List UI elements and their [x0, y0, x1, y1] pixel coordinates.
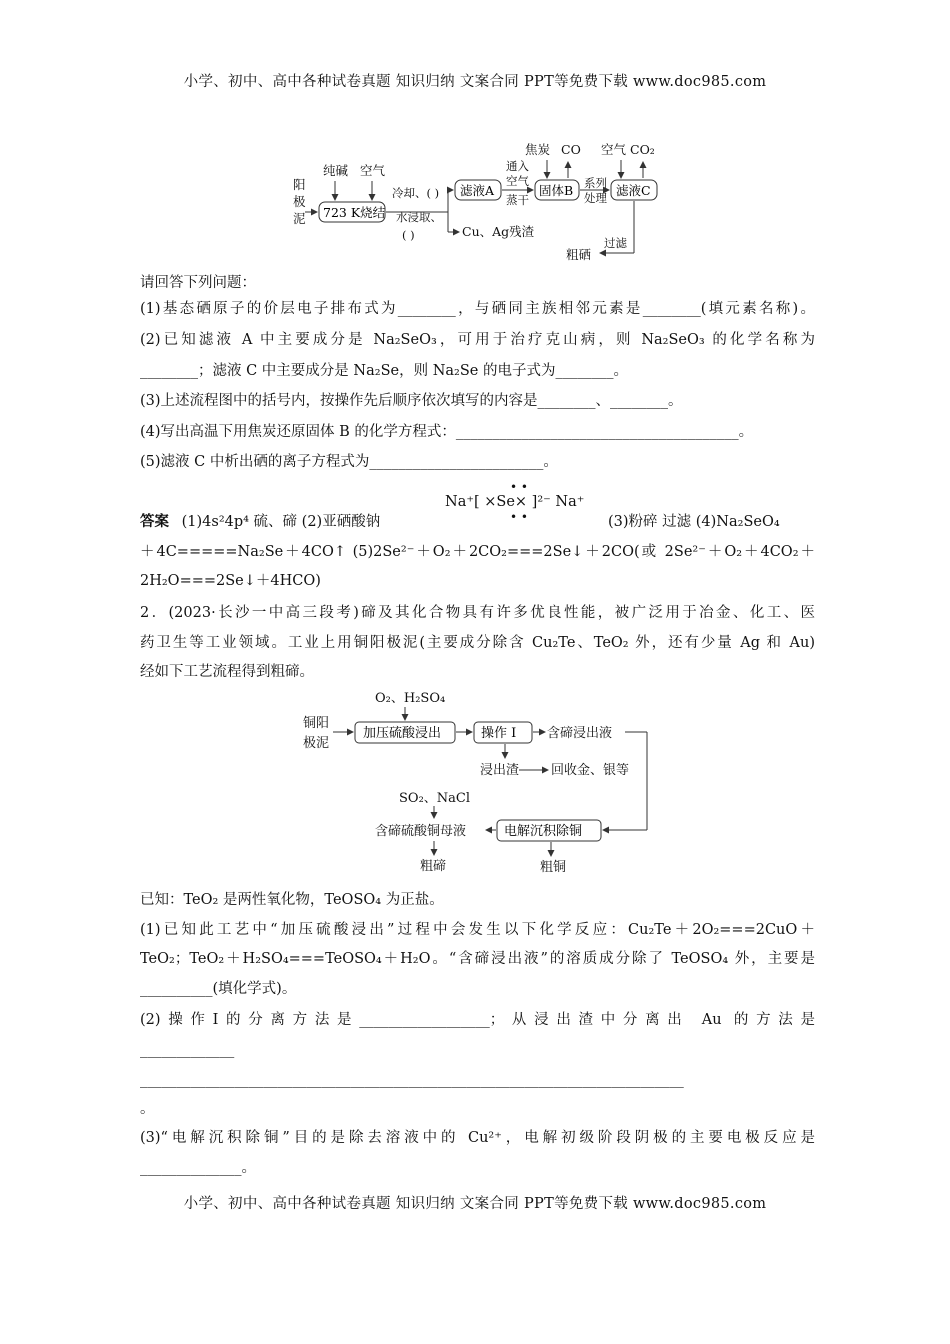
- q1-part3: (3)上述流程图中的括号内，按操作先后顺序依次填写的内容是________、________。: [140, 393, 683, 409]
- flow1-step3a: 系列: [584, 176, 607, 190]
- flow2-reagent1: O₂、H₂SO₄: [375, 691, 446, 706]
- flow1-step2b: 空气: [506, 174, 529, 188]
- flow1-filtrate-a: 滤液A: [460, 183, 495, 198]
- electron-dots-bottom: • •: [510, 510, 528, 524]
- flow2-reagent2: SO₂、NaCl: [399, 791, 471, 806]
- flow1-air2: 空气: [601, 142, 627, 157]
- flow2-mother: 含碲硫酸铜母液: [375, 824, 467, 839]
- flow1-step1c: ( ): [402, 228, 415, 242]
- flow1-step3b: 处理: [584, 191, 607, 205]
- q2-part2b: _____________: [140, 1042, 235, 1058]
- q2-intro3: 经如下工艺流程得到粗碲。: [140, 664, 314, 680]
- answer-part3: (3)粉碎 过滤 (4)Na₂SeO₄: [608, 514, 780, 530]
- answer-electron-formula: [445, 480, 595, 530]
- electron-dots-top: • •: [510, 480, 528, 494]
- q2-part1c: __________(填化学式)。: [140, 981, 297, 997]
- q1-part2a: (2)已知滤液 A 中主要成分是 Na₂SeO₃，可用于治疗克山病，则 Na₂SeO₃ 的化学名称为: [140, 332, 815, 348]
- flow2-leachate: 含碲浸出液: [547, 726, 613, 741]
- flow1-residue: Cu、Ag残渣: [462, 224, 535, 239]
- flow2-start-1: 铜阳: [303, 716, 330, 731]
- flow1-solid-b: 固体B: [539, 183, 574, 198]
- flowchart-tellurium: [0, 685, 950, 880]
- q2-part3b: ______________。: [140, 1160, 256, 1176]
- flow1-filtrate-c: 滤液C: [616, 183, 651, 198]
- q1-part2b: ________；滤液 C 中主要成分是 Na₂Se，则 Na₂Se 的电子式为________。: [140, 363, 628, 379]
- flow1-input-air: 空气: [360, 163, 386, 178]
- flow1-start-2: 极: [293, 194, 306, 209]
- q2-known: 已知：TeO₂ 是两性氧化物，TeOSO₄ 为正盐。: [140, 892, 444, 908]
- q2-intro1: 2．(2023·长沙一中高三段考)碲及其化合物具有许多优良性能，被广泛用于冶金、化工、医: [140, 605, 815, 621]
- electron-formula-text: Na⁺[ ×Se× ]²⁻ Na⁺: [445, 494, 585, 510]
- flow1-coke: 焦炭: [525, 142, 551, 157]
- flow1-input-soda: 纯碱: [323, 163, 349, 178]
- flow2-crude-te: 粗碲: [420, 859, 447, 874]
- q2-intro2: 药卫生等工业领域。工业上用铜阳极泥(主要成分除含 Cu₂Te、TeO₂ 外，还有少量 Ag 和 Au): [140, 635, 815, 651]
- q2-part2c: ___________________________________________________________________________: [140, 1072, 684, 1088]
- flow2-crude-cu: 粗铜: [540, 860, 567, 875]
- flow2-start-2: 极泥: [303, 736, 330, 751]
- flow1-step2a: 通入: [506, 159, 529, 173]
- answer-label: 答案: [140, 513, 169, 530]
- flow1-step1a: 冷却、( ): [392, 186, 440, 200]
- q2-part3a: (3)“电解沉积除铜”目的是除去溶液中的 Cu²⁺，电解初级阶段阴极的主要电极反应是: [140, 1130, 815, 1146]
- flow1-crude-se: 粗硒: [566, 247, 592, 262]
- q2-part2d: 。: [140, 1101, 155, 1117]
- q1-part1: (1)基态硒原子的价层电子排布式为________，与硒同主族相邻元素是________(填元素名称)。: [140, 301, 815, 317]
- q1-prompt: 请回答下列问题：: [140, 275, 256, 291]
- flow1-co: CO: [561, 142, 581, 157]
- flow1-filter: 过滤: [604, 236, 627, 250]
- q1-part5: (5)滤液 C 中析出硒的离子方程式为________________________。: [140, 454, 558, 470]
- q2-part2a: (2)操作Ⅰ的分离方法是__________________；从浸出渣中分离出 Au 的方法是: [140, 1012, 815, 1028]
- flowchart-selenium: [0, 135, 950, 265]
- answer-line3: 2H₂O===2Se↓＋4HCO): [140, 573, 321, 589]
- flow2-leach: 加压硫酸浸出: [363, 726, 442, 741]
- flow1-step2c: 蒸干: [506, 193, 529, 207]
- page-header: 小学、初中、高中各种试卷真题 知识归纳 文案合同 PPT等免费下载 www.doc985.com: [183, 74, 767, 90]
- flow2-electro: 电解沉积除铜: [504, 824, 583, 839]
- q2-part1b: TeO₂；TeO₂＋H₂SO₄===TeOSO₄＋H₂O。“含碲浸出液”的溶质成分除了 TeOSO₄ 外，主要是: [140, 951, 815, 967]
- flow1-start-1: 阳: [293, 177, 306, 192]
- q2-part1a: (1)已知此工艺中“加压硫酸浸出”过程中会发生以下化学反应：Cu₂Te＋2O₂===2CuO＋: [140, 922, 815, 938]
- flow2-recover: 回收金、银等: [551, 763, 630, 778]
- flow1-co2: CO₂: [630, 142, 655, 157]
- page-footer: 小学、初中、高中各种试卷真题 知识归纳 文案合同 PPT等免费下载 www.doc985.com: [183, 1196, 767, 1212]
- answer-part1: (1)4s²4p⁴ 硫、碲 (2)亚硒酸钠: [181, 514, 381, 530]
- flow1-step1b: 水浸取、: [396, 210, 442, 224]
- answer-line2: ＋4C=====Na₂Se＋4CO↑ (5)2Se²⁻＋O₂＋2CO₂===2Se↓＋2CO(或 2Se²⁻＋O₂＋4CO₂＋: [140, 544, 815, 560]
- flow2-residue: 浸出渣: [480, 763, 520, 778]
- flow1-sinter: 723 K烧结: [323, 205, 386, 220]
- flow1-start-3: 泥: [293, 211, 306, 226]
- q1-part4: (4)写出高温下用焦炭还原固体 B 的化学方程式：_______________________________________。: [140, 424, 754, 440]
- flow2-op1: 操作 Ⅰ: [481, 726, 517, 741]
